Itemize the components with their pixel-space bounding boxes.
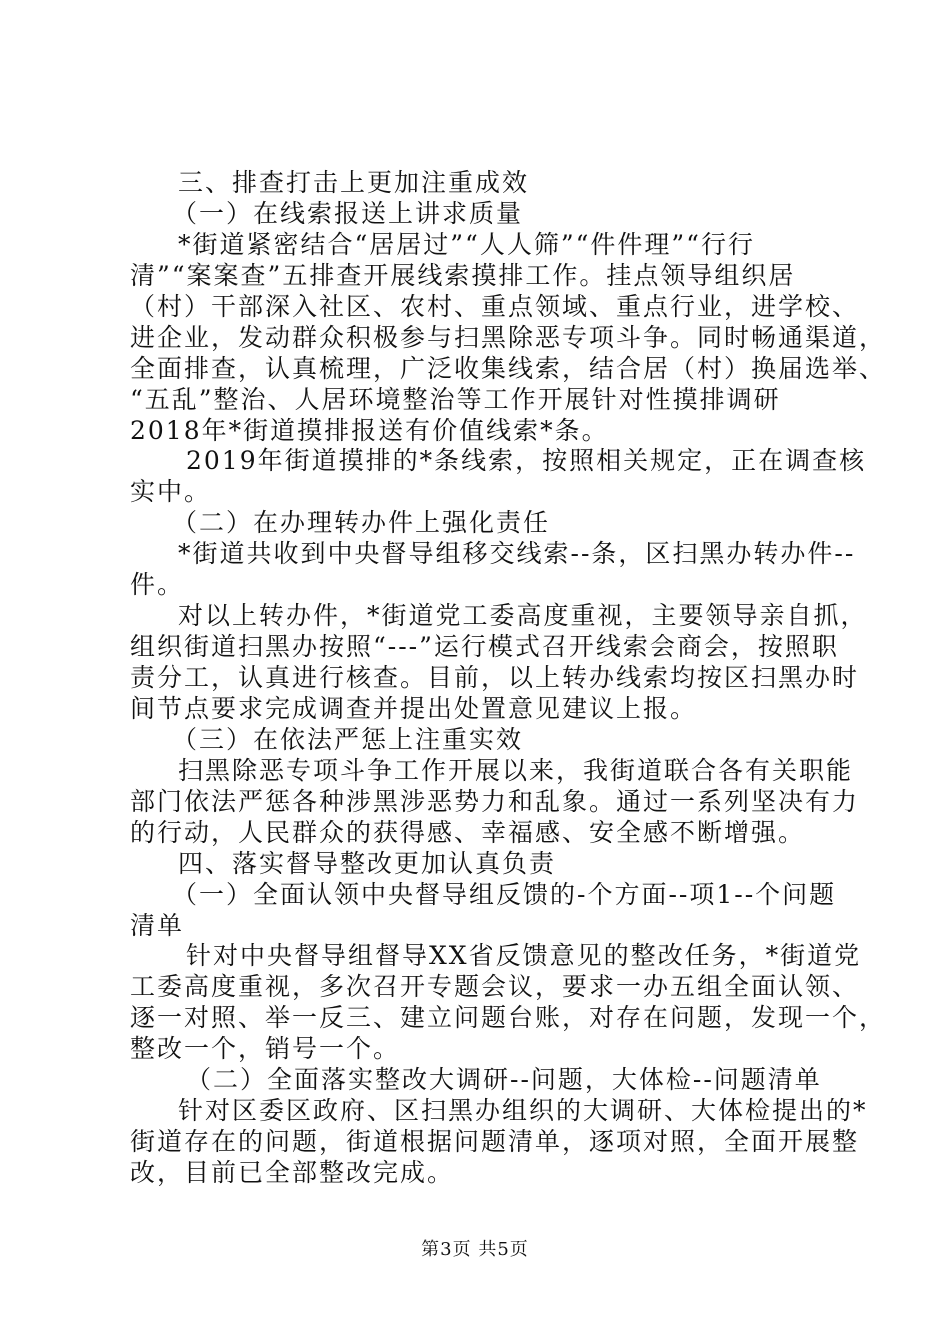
section-heading-4: 四、落实督导整改更加认真负责: [178, 849, 557, 878]
paragraph-line: 针对中央督导组督导XX省反馈意见的整改任务，*街道党: [186, 941, 862, 970]
paragraph-line: 责分工，认真进行核查。目前，以上转办线索均按区扫黑办时: [130, 663, 860, 692]
paragraph-line: 对以上转办件，*街道党工委高度重视，主要领导亲自抓，: [178, 601, 868, 630]
page-footer: 第3页 共5页: [421, 1239, 529, 1260]
paragraph-line: 街道存在的问题，街道根据问题清单，逐项对照，全面开展整: [130, 1127, 860, 1156]
paragraph-line: *街道紧密结合“居居过”“人人筛”“件件理”“行行: [178, 230, 755, 259]
paragraph-line: 逐一对照、举一反三、建立问题台账，对存在问题，发现一个，: [130, 1003, 887, 1032]
subheading-3-2: （二）在办理转办件上强化责任: [172, 508, 551, 537]
paragraph-line: 组织街道扫黑办按照“---”运行模式召开线索会商会，按照职: [130, 632, 839, 661]
paragraph-line: 2019年街道摸排的*条线索，按照相关规定，正在调查核: [186, 446, 867, 475]
paragraph-line: 整改一个，销号一个。: [130, 1034, 401, 1063]
subheading-3-1: （一）在线索报送上讲求质量: [172, 199, 524, 228]
paragraph-line: 的行动，人民群众的获得感、幸福感、安全感不断增强。: [130, 818, 806, 847]
paragraph-line: 清”“案案查”五排查开展线索摸排工作。挂点领导组织居: [130, 261, 796, 290]
section-heading-3: 三、排查打击上更加注重成效: [178, 168, 530, 197]
paragraph-line: 改，目前已全部整改完成。: [130, 1158, 455, 1187]
paragraph-line: 实中。: [130, 477, 212, 506]
paragraph-line: 针对区委区政府、区扫黑办组织的大调研、大体检提出的*: [178, 1096, 868, 1125]
paragraph-line: 工委高度重视，多次召开专题会议，要求一办五组全面认领、: [130, 972, 860, 1001]
paragraph-line: 扫黑除恶专项斗争工作开展以来，我街道联合各有关职能: [178, 756, 854, 785]
subheading-4-1: （一）全面认领中央督导组反馈的-个方面--项1--个问题: [172, 880, 837, 909]
paragraph-line: 2018年*街道摸排报送有价值线索*条。: [130, 416, 609, 445]
paragraph-line: 进企业，发动群众积极参与扫黑除恶专项斗争。同时畅通渠道，: [130, 323, 887, 352]
paragraph-line: 清单: [130, 911, 185, 940]
paragraph-line: *街道共收到中央督导组移交线索--条，区扫黑办转办件--: [178, 539, 856, 568]
paragraph-line: “五乱”整治、人居环境整治等工作开展针对性摸排调研: [130, 385, 781, 414]
subheading-4-2: （二）全面落实整改大调研--问题，大体检--问题清单: [186, 1065, 822, 1094]
paragraph-line: 部门依法严惩各种涉黑涉恶势力和乱象。通过一系列坚决有力: [130, 787, 860, 816]
paragraph-line: 间节点要求完成调查并提出处置意见建议上报。: [130, 694, 698, 723]
subheading-3-3: （三）在依法严惩上注重实效: [172, 725, 524, 754]
paragraph-line: 全面排查，认真梳理，广泛收集线索，结合居（村）换届选举、: [130, 354, 887, 383]
paragraph-line: 件。: [130, 570, 185, 599]
paragraph-line: （村）干部深入社区、农村、重点领域、重点行业，进学校、: [130, 292, 860, 321]
